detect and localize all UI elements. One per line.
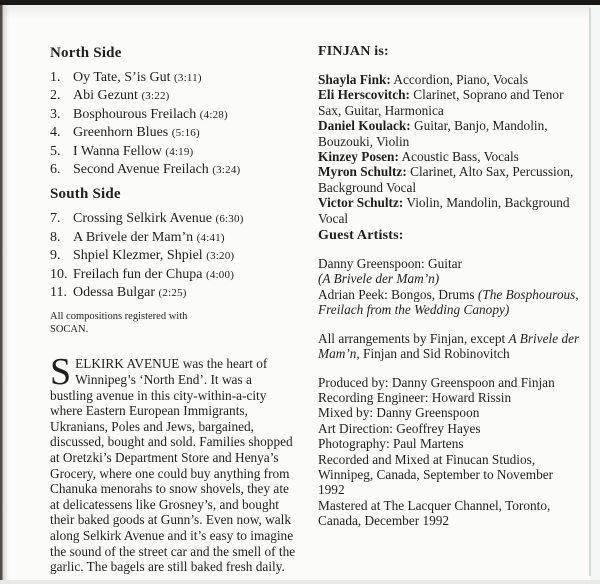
track-duration: (3:22) (141, 90, 170, 103)
track-row (50, 87, 298, 105)
arrangements-track-title: A Brivele der Mam’n (318, 330, 580, 362)
guest-track-note: (A Brivele der Mam’n) (318, 271, 440, 287)
guest-artist (318, 287, 580, 318)
track-row (50, 124, 298, 142)
north-side-heading: North Side (50, 45, 122, 61)
band-member (318, 118, 580, 149)
member-roles: Clarinet, Alto Sax, Percussion, Background Vocal (318, 164, 574, 195)
story-text: ELKIRK AVENUE was the heart of Winnipeg’s ‘North End’. It was a bustling avenue in this city-within-a-city where Eastern European Immigrants, Ukranians, Poles and Jews, bargained, discussed, bought and sold. Families shopped at Oretzki’s Department Store and Henya’s Grocery, where one could buy anything from Chanuka menorahs to snow shovels, they ate at delicatessens like Grosney’s, and bought their baked goods at Gunn’s. Even now, walk along Selkirk Avenue and it’s easy to imagine the sound of the street car and the smell of the garlic. The bagels are still baked fresh daily. (50, 356, 296, 575)
scan-edge-top-shade (0, 5, 600, 19)
scan-edge-left (0, 5, 9, 584)
credit-line: Art Direction: Geoffrey Hayes (318, 420, 481, 436)
track-title: Abi Gezunt (73, 88, 138, 104)
track-row (50, 284, 298, 302)
track-number: 10. (50, 266, 68, 282)
guest-text: Danny Greenspoon: Guitar (318, 256, 463, 272)
band-member (318, 72, 580, 87)
credits-column (318, 42, 580, 529)
band-member (318, 164, 580, 195)
track-title: Crossing Selkirk Avenue (73, 211, 212, 227)
track-duration: (3:24) (212, 164, 241, 177)
member-name: Shayla Fink: (318, 72, 391, 87)
member-roles: Accordion, Piano, Vocals (390, 72, 529, 87)
track-row (50, 266, 298, 284)
south-side-heading: South Side (50, 186, 121, 203)
scan-edge-bottom (0, 580, 600, 584)
track-duration: (2:25) (158, 287, 187, 300)
track-duration: (4:28) (199, 108, 228, 121)
guest-artists-heading: Guest Artists: (318, 228, 404, 244)
track-title: Second Avenue Freilach (73, 162, 209, 178)
track-row (50, 69, 298, 87)
track-number: 1. (50, 70, 61, 85)
credit-line: Produced by: Danny Greenspoon and Finjan (318, 374, 555, 390)
scan-edge-right-line (589, 8, 591, 576)
credit-line: Mastered at The Lacquer Channel, Toronto, Canada, December 1992 (318, 497, 551, 529)
track-title: Oy Tate, S’is Gut (73, 70, 171, 85)
tracklist-column (50, 44, 298, 575)
track-title: I Wanna Fellow (73, 143, 162, 159)
arrangements-note (318, 331, 580, 362)
south-side-tracklist (50, 210, 298, 302)
member-roles: Clarinet, Soprano and Tenor Sax, Guitar, Harmonica (318, 87, 564, 118)
member-name: Kinzey Posen: (318, 149, 399, 165)
guest-text: Adrian Peek: Bongos, Drums (318, 286, 478, 302)
arrangements-post: , Finjan and Sid Robinovitch (356, 346, 510, 362)
track-number: 11. (50, 285, 67, 301)
track-duration: (5:16) (171, 127, 200, 140)
track-duration: (4:00) (205, 268, 235, 281)
track-row (50, 247, 298, 265)
track-title: Bosphourous Freilach (73, 106, 197, 122)
scan-edge-right-pale (591, 5, 600, 584)
track-duration: (6:30) (215, 213, 244, 226)
track-number: 5. (50, 143, 61, 159)
member-roles: Acoustic Bass, Vocals (398, 149, 519, 165)
track-number: 4. (50, 125, 61, 141)
story-dropcap: S (50, 351, 72, 394)
track-number: 6. (50, 162, 61, 178)
track-title: Freilach fun der Chupa (73, 266, 203, 282)
track-row (50, 161, 298, 179)
track-title: Greenhorn Blues (73, 125, 169, 141)
track-title: Odessa Bulgar (73, 285, 156, 301)
credit-line: Mixed by: Danny Greenspoon (318, 405, 480, 421)
band-member (318, 87, 580, 118)
band-member (318, 149, 580, 164)
track-number: 2. (50, 88, 61, 104)
credit-line: Recording Engineer: Howard Rissin (318, 389, 512, 405)
credit-line: Recorded and Mixed at Finucan Studios, Winnipeg, Canada, September to November 1992 (318, 451, 554, 498)
credit-line: Photography: Paul Martens (318, 436, 464, 452)
track-row (50, 143, 298, 161)
member-name: Myron Schultz: (318, 164, 407, 180)
production-credits (318, 375, 580, 529)
track-row (50, 106, 298, 124)
socan-note: All compositions registered with SOCAN. (50, 311, 188, 336)
track-number: 8. (50, 229, 61, 245)
member-name: Eli Herscovitch: (318, 87, 410, 103)
member-roles: Guitar, Banjo, Mandolin, Bouzouki, Violin (318, 118, 548, 149)
track-duration: (4:19) (165, 145, 194, 158)
track-row (50, 229, 298, 247)
member-name: Daniel Koulack: (318, 118, 411, 134)
track-row (50, 210, 298, 228)
track-number: 7. (50, 211, 61, 227)
guest-track-note: (The Bosphourous, Freilach from the Wedding Canopy) (318, 286, 579, 318)
band-member (318, 195, 580, 226)
track-title: A Brivele der Mam’n (73, 229, 194, 245)
track-duration: (4:41) (196, 231, 225, 244)
track-duration: (3:20) (206, 250, 235, 263)
member-name: Victor Schultz: (318, 195, 404, 211)
arrangements-pre: All arrangements by Finjan, except (318, 330, 509, 346)
track-title: Shpiel Klezmer, Shpiel (73, 248, 203, 264)
track-number: 9. (50, 248, 61, 264)
finjan-heading: FINJAN is: (318, 44, 389, 59)
north-side-tracklist (50, 69, 298, 179)
member-roles: Violin, Mandolin, Background Vocal (318, 195, 570, 226)
selkirk-avenue-story (50, 351, 298, 575)
track-duration: (3:11) (174, 72, 202, 84)
track-number: 3. (50, 106, 61, 122)
guest-artist (318, 256, 580, 287)
